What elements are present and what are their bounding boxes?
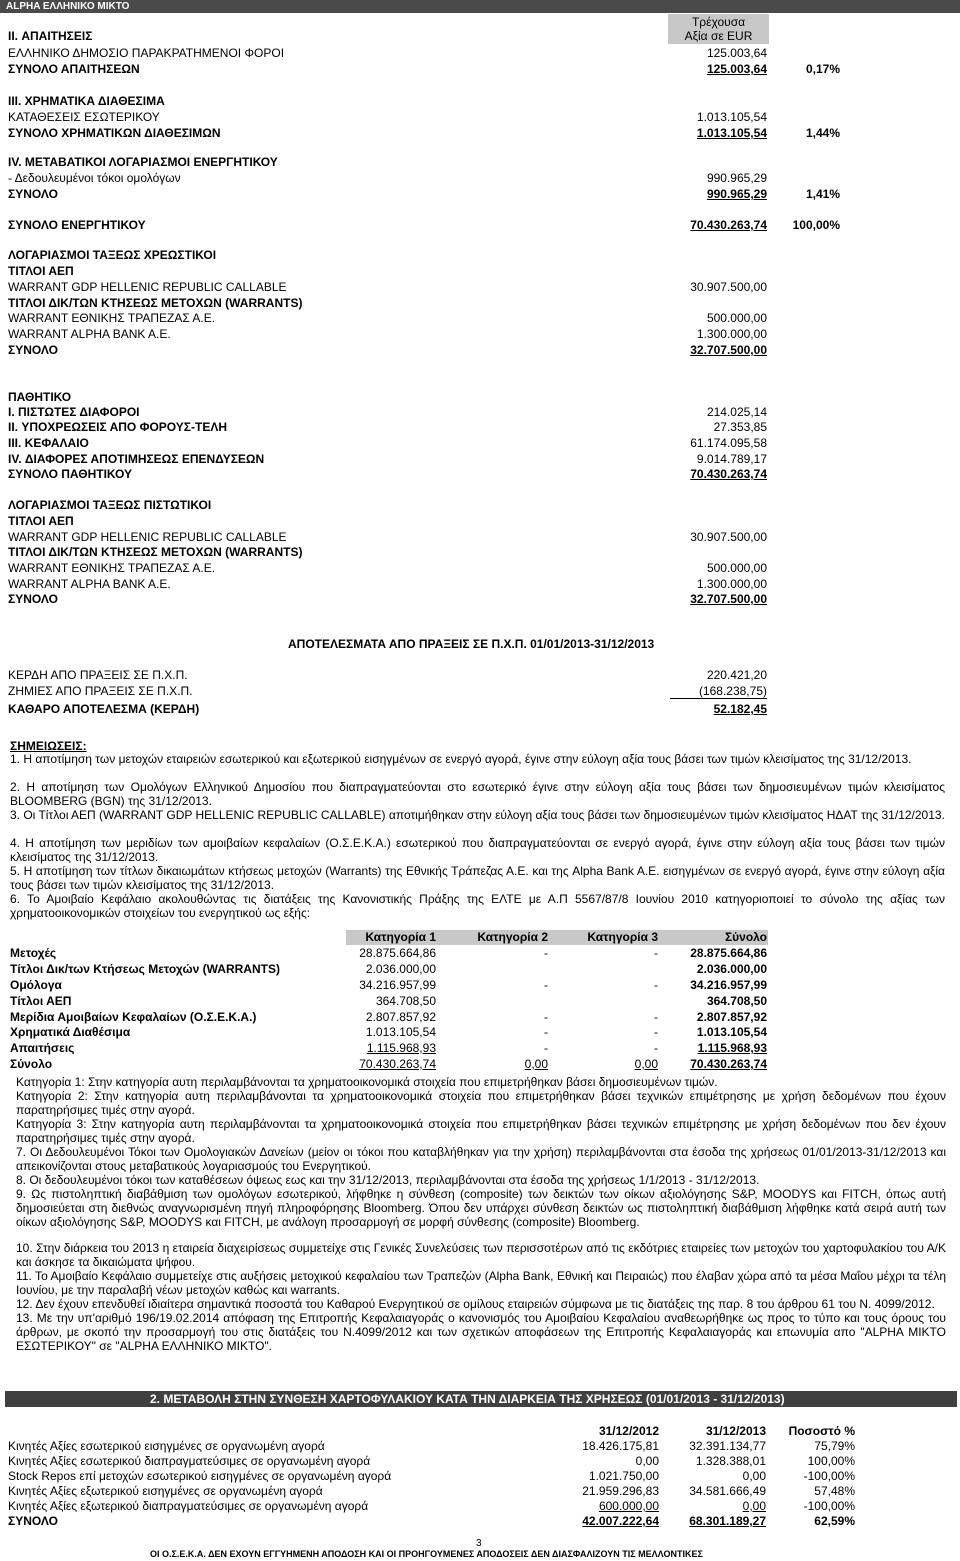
asset-value: 990.965,29 (706, 171, 767, 185)
liability-value: 61.174.095,58 (690, 436, 767, 450)
debit-memo-label: WARRANT GDP HELLENIC REPUBLIC CALLABLE (8, 280, 287, 294)
note-item: 10. Στην διάρκεια του 2013 η εταιρεία διαχειρίσεως συμμετείχε στις Γενικές Συνελεύσεις των περισσοτέρων από τις εκδότριες εταιρείες των μετοχών του χαρτοφυλακίου του Α/Κ και άσκησε τα δικαιώματα ψήφου. (16, 1241, 946, 1269)
value-column-header-line1: Τρέχουσα (691, 15, 746, 29)
debit-memo-value: 500.000,00 (706, 311, 767, 325)
section2-row-2013: 0,00 (742, 1469, 766, 1483)
category-table-header: Κατηγορία 2 (477, 930, 548, 944)
note-item: 13. Με την υπ'αριθμό 196/19.02.2014 απόφαση της Επιτροπής Κεφαλαιαγοράς ο κανονισμός του Αμοιβαίου Κεφαλαίου αναθεωρήθηκε ως προς το τύπο και τους όρους του άρθρων, με σκοπό την προσαρμογή του στις διατάξεις του Ν.4099/2012 και των σχετικών αποφάσεων της Επιτροπής Κεφαλαιαγοράς και επωνυμία απο "ALPHA ΜΙΚΤΟ ΕΣΩΤΕΡΙΚΟΥ" σε "ALPHA ΕΛΛΗΝΙΚΟ ΜΙΚΤΟ". (16, 1311, 946, 1353)
results-label: ΚΕΡΔΗ ΑΠΟ ΠΡΑΞΕΙΣ ΣΕ Π.Χ.Π. (8, 668, 188, 682)
note-item: 8. Οι δεδουλευμένοι τόκοι των καταθέσεων όψεως εως και την 31/12/2013, περιλαμβάνονται στα έσοδα της χρήσεως 1/1/2013 - 31/12/2013. (16, 1173, 760, 1187)
liability-label: ΣΥΝΟΛΟ ΠΑΘΗΤΙΚΟΥ (8, 467, 133, 481)
credit-memo-value: 30.907.500,00 (690, 530, 767, 544)
liability-label: IV. ΔΙΑΦΟΡΕΣ ΑΠΟΤΙΜΗΣΕΩΣ ΕΠΕΝΔΥΣΕΩΝ (8, 452, 265, 466)
section2-row-2012: 600.000,00 (598, 1499, 659, 1513)
section2-title-bar (5, 1391, 957, 1407)
note-item: 1. Η αποτίμηση των μετοχών εταιρειών εσωτερικού και εξωτερικού εισηγμένων σε ενεργό αγορά, έγινε στην εύλογη αξία τους βάσει των τιμών κλεισίματος της 31/12/2013. (10, 752, 912, 766)
asset-label: ΚΑΤΑΘΕΣΕΙΣ ΕΣΩΤΕΡΙΚΟΥ (8, 110, 160, 124)
section2-row-label: Stock Repos επί μετοχών εσωτερικού εισηγμένες σε οργανωμένη αγορά (8, 1469, 392, 1483)
liability-label: II. ΥΠΟΧΡΕΩΣΕΙΣ ΑΠΟ ΦΟΡΟΥΣ-ΤΕΛΗ (8, 420, 227, 434)
section2-row-label: Κινητές Αξίες εξωτερικού διαπραγματεύσιμες σε οργανωμένη αγορά (8, 1499, 369, 1513)
category-row-total: 2.807.857,92 (696, 1010, 767, 1024)
category-row-total: 2.036.000,00 (696, 962, 767, 976)
liability-value: 9.014.789,17 (696, 452, 767, 466)
results-label: ΚΑΘΑΡΟ ΑΠΟΤΕΛΕΣΜΑ (ΚΕΡΔΗ) (8, 702, 200, 716)
credit-memo-label: ΤΙΤΛΟΙ ΔΙΚ/ΤΩΝ ΚΤΗΣΕΩΣ ΜΕΤΟΧΩΝ (WARRANTS) (8, 545, 303, 559)
category-row-label: Τίτλοι Δικ/των Κτήσεως Μετοχών (WARRANTS) (10, 962, 280, 976)
debit-memo-title: ΛΟΓΑΡΙΑΣΜΟΙ ΤΑΞΕΩΣ ΧΡΕΩΣΤΙΚΟΙ (8, 248, 217, 262)
category-row-c2: - (544, 1010, 548, 1024)
note-item: 7. Οι Δεδουλευμένοι Τόκοι των Ομολογιακών Δανείων (μείον οι τόκοι που καταβλήθηκαν για την χρήση) περιλαμβάνονται στα έσοδα της χρήσεως 01/01/2013-31/12/2013 και απεικονίζονται στους μεταβατικούς λογαριασμούς του Ενεργητικού. (16, 1145, 946, 1173)
credit-memo-label: WARRANT ΕΘΝΙΚΗΣ ΤΡΑΠΕΖΑΣ Α.Ε. (8, 561, 216, 575)
section2-row-2013: 32.391.134,77 (689, 1439, 766, 1453)
asset-value: 1.013.105,54 (696, 126, 767, 140)
category-row-c3: - (654, 1041, 658, 1055)
asset-value: 70.430.263,74 (690, 218, 767, 232)
section2-row-percent: -100,00% (803, 1499, 855, 1513)
asset-percent: 100,00% (792, 218, 840, 232)
asset-label: ΕΛΛΗΝΙΚΟ ΔΗΜΟΣΙΟ ΠΑΡΑΚΡΑΤΗΜΕΝΟΙ ΦΟΡΟΙ (8, 46, 285, 60)
note-item: 11. Το Αμοιβαίο Κεφάλαιο συμμετείχε στις αυξήσεις μετοχικού κεφαλαίου των Τραπεζών (Alpha Bank, Εθνική και Πειραιώς) που έλαβαν χώρα από τα μέσα Μαΐου μέχρι τα τέλη Ιουνίου, με την παραλαβή νέων μετοχών καθώς και warrants. (16, 1269, 946, 1297)
section2-row-2013: 34.581.666,49 (689, 1484, 766, 1498)
section2-row-percent: -100,00% (803, 1469, 855, 1483)
category-row-c3: - (654, 946, 658, 960)
category-row-c3: - (654, 1010, 658, 1024)
debit-memo-value: 30.907.500,00 (690, 280, 767, 294)
category-row-c2: - (544, 1041, 548, 1055)
note-item: Κατηγορία 1: Στην κατηγορία αυτη περιλαμβάνονται τα χρηματοοικονομικά στοιχεία που επιμετρήθηκαν βάσει δημοσιευμένων τιμών. (16, 1075, 718, 1089)
credit-memo-value: 32.707.500,00 (690, 592, 767, 606)
category-row-label: Χρηματικά Διαθέσιμα (10, 1025, 131, 1039)
category-row-label: Μερίδια Αμοιβαίων Κεφαλαίων (Ο.Σ.Ε.Κ.Α.) (10, 1010, 257, 1024)
asset-label: ΣΥΝΟΛΟ ΕΝΕΡΓΗΤΙΚΟΥ (8, 218, 146, 232)
liability-label: III. ΚΕΦΑΛΑΙΟ (8, 436, 89, 450)
section2-row-2012: 18.426.175,81 (582, 1439, 659, 1453)
results-label: ΖΗΜΙΕΣ ΑΠΟ ΠΡΑΞΕΙΣ ΣΕ Π.Χ.Π. (8, 684, 193, 698)
category-row-c1: 70.430.263,74 (359, 1057, 436, 1071)
asset-value: 990.965,29 (706, 187, 767, 201)
note-item: 2. Η αποτίμηση των Ομολόγων Ελληνικού Δημοσίου που διαπραγματεύονται στο εσωτερικό έγινε στην εύλογη αξία τους βάσει των δημοσιευμένων τιμών κλεισίματος BLOOMBERG (BGN) της 31/12/2013. (10, 780, 945, 808)
category-row-c1: 1.115.968,93 (366, 1041, 436, 1055)
section2-title: 2. ΜΕΤΑΒΟΛΗ ΣΤΗΝ ΣΥΝΘΕΣΗ ΧΑΡΤΟΦΥΛΑΚΙΟΥ ΚΑΤΑ ΤΗΝ ΔΙΑΡΚΕΙΑ ΤΗΣ ΧΡΗΣΕΩΣ (01/01/2013 - 31/12/2013) (150, 1392, 785, 1406)
debit-memo-label: ΤΙΤΛΟΙ ΑΕΠ (8, 264, 74, 278)
category-row-label: Σύνολο (10, 1057, 53, 1071)
asset-label: ΣΥΝΟΛΟ ΧΡΗΜΑΤΙΚΩΝ ΔΙΑΘΕΣΙΜΩΝ (8, 126, 221, 140)
section2-row-label: Κινητές Αξίες εσωτερικού διαπραγματεύσιμες σε οργανωμένη αγορά (8, 1454, 371, 1468)
credit-memo-label: WARRANT GDP HELLENIC REPUBLIC CALLABLE (8, 530, 287, 544)
note-item: 5. Η αποτίμηση των τίτλων δικαιωμάτων κτήσεως μετοχών (Warrants) της Εθνικής Τράπεζας Α.Ε. και της Alpha Bank A.E. εισηγμένων σε ενεργό αγορά, έγινε στην εύλογη αξία τους βάσει των τιμών κλεισίματος της 31/12/2013. (10, 864, 945, 892)
section2-row-percent: 57,48% (814, 1484, 855, 1498)
credit-memo-value: 1.300.000,00 (696, 577, 767, 591)
liability-label: I. ΠΙΣΤΩΤΕΣ ΔΙΑΦΟΡΟΙ (8, 405, 140, 419)
asset-value: 1.013.105,54 (696, 110, 767, 124)
asset-percent: 1,44% (805, 126, 840, 140)
asset-label: II. ΑΠΑΙΤΗΣΕΙΣ (8, 29, 93, 43)
results-value: (168.238,75) (670, 684, 767, 699)
category-row-label: Τίτλοι ΑΕΠ (10, 994, 72, 1008)
section2-row-percent: 100,00% (807, 1454, 855, 1468)
asset-value: 125.003,64 (706, 46, 767, 60)
note-item: Κατηγορία 2: Στην κατηγορία αυτη περιλαμβάνονται τα χρηματοοικονομικά στοιχεία που επιμετρήθηκαν βάσει τεχνικών επιμέτρησης με χρήση δεδομένων που έχουν παρατηρήσιμες τιμές στην αγορά. (16, 1089, 946, 1117)
section2-row-label: Κινητές Αξίες εσωτερικού εισηγμένες σε οργανωμένη αγορά (8, 1439, 325, 1453)
section2-row-2012: 1.021.750,00 (588, 1469, 659, 1483)
section2-row-2012: 0,00 (635, 1454, 659, 1468)
liability-value: 70.430.263,74 (690, 467, 767, 481)
footer-disclaimer: ΟΙ Ο.Σ.Ε.Κ.Α. ΔΕΝ ΕΧΟΥΝ ΕΓΓΥΗΜΕΝΗ ΑΠΟΔΟΣΗ ΚΑΙ ΟΙ ΠΡΟΗΓΟΥΜΕΝΕΣ ΑΠΟΔΟΣΕΙΣ ΔΕΝ ΔΙΑΣΦΑΛΙΖΟΥΝ ΤΙΣ ΜΕΛΛΟΝΤΙΚΕΣ (150, 1549, 703, 1559)
category-row-total: 70.430.263,74 (690, 1057, 767, 1071)
category-row-c2: - (544, 946, 548, 960)
debit-memo-label: ΣΥΝΟΛΟ (8, 343, 58, 357)
asset-label: ΣΥΝΟΛΟ ΑΠΑΙΤΗΣΕΩΝ (8, 62, 140, 76)
category-row-label: Ομόλογα (10, 978, 62, 992)
section2-row-percent: 75,79% (814, 1439, 855, 1453)
note-item: 3. Οι Τίτλοι ΑΕΠ (WARRANT GDP HELLENIC REPUBLIC CALLABLE) αποτιμήθηκαν στην εύλογη αξία τους βάσει των δημοσιευμένων τιμών κλεισίματος ΗΔΑΤ της 31/12/2013. (10, 808, 945, 822)
results-title: ΑΠΟΤΕΛΕΣΜΑΤΑ ΑΠΟ ΠΡΑΞΕΙΣ ΣΕ Π.Χ.Π. 01/01/2013-31/12/2013 (288, 637, 655, 651)
section2-row-2012: 21.959.296,83 (582, 1484, 659, 1498)
category-row-label: Μετοχές (10, 946, 57, 960)
note-item: 4. Η αποτίμηση των μεριδίων των αμοιβαίων κεφαλαίων (Ο.Σ.Ε.Κ.Α.) εσωτερικού που διαπραγματεύονται σε ενεργό αγορά, έγινε στην εύλογη αξία τους βάσει των τιμών κλεισίματος της 31/12/2013. (10, 836, 945, 864)
section2-row-2013: 0,00 (742, 1499, 766, 1513)
category-row-c3: - (654, 978, 658, 992)
debit-memo-label: WARRANT ALPHA BANK A.E. (8, 327, 171, 341)
value-column-header-line2: Αξία σε EUR (684, 29, 753, 43)
section2-header: 31/12/2013 (705, 1424, 766, 1438)
liability-value: 214.025,14 (706, 405, 767, 419)
debit-memo-label: ΤΙΤΛΟΙ ΔΙΚ/ΤΩΝ ΚΤΗΣΕΩΣ ΜΕΤΟΧΩΝ (WARRANTS) (8, 296, 303, 310)
section2-header: Ποσοστό % (788, 1424, 855, 1438)
note-item: Κατηγορία 3: Στην κατηγορία αυτη περιλαμβάνονται τα χρηματοοικονομικά στοιχεία που επιμετρήθηκαν βάσει τεχνικών επιμέτρησης με χρήση δεδομένων που δεν έχουν παρατηρήσιμες τιμές στην αγορά. (16, 1117, 946, 1145)
debit-memo-value: 32.707.500,00 (690, 343, 767, 357)
category-row-c2: - (544, 1025, 548, 1039)
section2-header: 31/12/2012 (598, 1424, 659, 1438)
category-row-total: 1.115.968,93 (697, 1041, 767, 1055)
liability-value: 27.353,85 (713, 420, 767, 434)
notes-title: ΣΗΜΕΙΩΣΕΙΣ: (10, 739, 87, 753)
asset-label: IV. ΜΕΤΑΒΑΤΙΚΟΙ ΛΟΓΑΡΙΑΣΜΟΙ ΕΝΕΡΓΗΤΙΚΟΥ (8, 155, 278, 169)
asset-label: - Δεδουλευμένοι τόκοι ομολόγων (8, 171, 181, 185)
results-value: 220.421,20 (706, 668, 767, 682)
category-table-header: Σύνολο (724, 930, 767, 944)
category-row-c1: 28.875.664,86 (359, 946, 436, 960)
credit-memo-label: ΣΥΝΟΛΟ (8, 592, 58, 606)
fund-name: ALPHA ΕΛΛΗΝΙΚΟ ΜΙΚΤΟ (6, 1, 130, 12)
section2-row-2012: 42.007.222,64 (582, 1514, 659, 1528)
asset-percent: 1,41% (805, 187, 840, 201)
category-row-c3: 0,00 (634, 1057, 658, 1071)
credit-memo-title: ΛΟΓΑΡΙΑΣΜΟΙ ΤΑΞΕΩΣ ΠΙΣΤΩΤΙΚΟΙ (8, 498, 212, 512)
fund-name-bar (0, 0, 960, 13)
asset-label: ΣΥΝΟΛΟ (8, 187, 58, 201)
page-number: 3 (476, 1538, 482, 1549)
category-row-c1: 2.036.000,00 (365, 962, 436, 976)
section2-row-percent: 62,59% (814, 1514, 855, 1528)
liabilities-title: ΠΑΘΗΤΙΚΟ (8, 390, 72, 404)
asset-value: 125.003,64 (706, 62, 767, 76)
debit-memo-value: 1.300.000,00 (696, 327, 767, 341)
category-table-header: Κατηγορία 3 (587, 930, 658, 944)
results-value: 52.182,45 (713, 702, 767, 716)
category-row-total: 364.708,50 (706, 994, 767, 1008)
asset-label: III. ΧΡΗΜΑΤΙΚΑ ΔΙΑΘΕΣΙΜΑ (8, 94, 165, 108)
category-row-c1: 1.013.105,54 (365, 1025, 436, 1039)
category-row-c2: 0,00 (524, 1057, 548, 1071)
note-item: 6. Το Αμοιβαίο Κεφάλαιο ακολουθώντας τις διατάξεις της Κανονιστικής Πράξης της ΕΛΤΕ με Α.Π 5567/87/8 Ιουνίου 2010 κατηγοριοποιεί το σύνολο της αξίας των χρηματοοικονομικών στοιχείων του ενεργητικού ως εξής: (10, 892, 945, 920)
category-row-c1: 364.708,50 (375, 994, 436, 1008)
category-row-c2: - (544, 978, 548, 992)
section2-row-2013: 68.301.189,27 (689, 1514, 766, 1528)
section2-row-2013: 1.328.388,01 (695, 1454, 766, 1468)
note-item: 9. Ως πιστοληπτική διαβάθμιση των ομολόγων εσωτερικού, λήφθηκε η σύνθεση (composite) των δεικτών των οίκων αξιολόγησης S&P, MOODYS και FITCH, όπως αυτή δημοσιεύεται στη διεθνώς αναγνωρισμένη πηγή πληροφόρησης Bloomberg. Όπου δεν υπάρχει σύνθεση δεικτών ως πιστοληπτική διαβάθμιση λήφθηκε κατά σειρά αυτή των οίκων αξιολόγησης S&P, MOODYS και FITCH, με ανάλογη προσαρμογή σε μορφή σύνθεσης (composite) Bloomberg. (16, 1187, 946, 1229)
section2-row-label: ΣΥΝΟΛΟ (8, 1514, 58, 1528)
debit-memo-label: WARRANT ΕΘΝΙΚΗΣ ΤΡΑΠΕΖΑΣ Α.Ε. (8, 311, 216, 325)
category-table-header: Κατηγορία 1 (365, 930, 436, 944)
category-row-total: 1.013.105,54 (696, 1025, 767, 1039)
credit-memo-value: 500.000,00 (706, 561, 767, 575)
category-row-total: 28.875.664,86 (690, 946, 767, 960)
credit-memo-label: ΤΙΤΛΟΙ ΑΕΠ (8, 514, 74, 528)
category-row-c1: 2.807.857,92 (365, 1010, 436, 1024)
credit-memo-label: WARRANT ALPHA BANK A.E. (8, 577, 171, 591)
note-item: 12. Δεν έχουν επενδυθεί ιδιαίτερα σημαντικά ποσοστά του Καθαρού Ενεργητικού σε ομίλους εταιρειών σύμφωνα με τις διατάξεις της παρ. 8 του άρθρου 61 του Ν. 4099/2012. (16, 1297, 935, 1311)
category-row-label: Απαιτήσεις (10, 1041, 75, 1055)
section2-row-label: Κινητές Αξίες εξωτερικού εισηγμένες σε οργανωμένη αγορά (8, 1484, 323, 1498)
category-row-c1: 34.216.957,99 (359, 978, 436, 992)
category-row-c3: - (654, 1025, 658, 1039)
category-row-total: 34.216.957,99 (690, 978, 767, 992)
asset-percent: 0,17% (805, 62, 840, 76)
